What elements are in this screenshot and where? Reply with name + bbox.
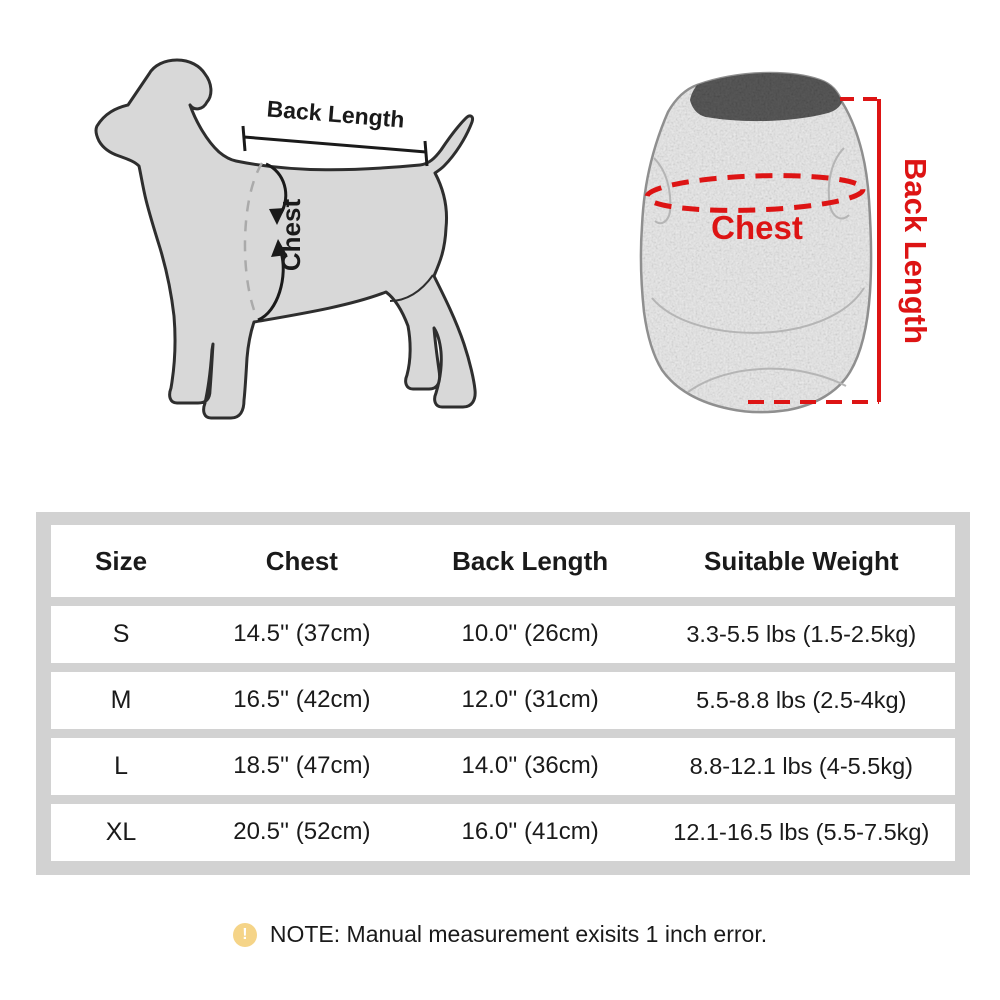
dog-chest-label: Chest [276,198,306,272]
cell-size: L [114,751,128,780]
note-row [0,921,1000,948]
table-row [51,738,955,795]
size-table [36,512,970,875]
cell-chest: 14.5'' (37cm) [233,620,371,648]
measurement-diagrams [0,0,1000,480]
exclamation-icon: ! [233,923,257,947]
cell-size: M [110,685,132,714]
header-suitable-weight: Suitable Weight [704,545,899,576]
cell-back-length: 10.0'' (26cm) [461,620,599,648]
note-text: NOTE: Manual measurement exisits 1 inch error. [269,921,768,947]
cell-chest: 18.5'' (47cm) [233,752,371,780]
size-table-header-row [51,525,955,597]
table-row [51,606,955,663]
cell-back-length: 12.0'' (31cm) [461,686,599,714]
cell-back-length: 16.0'' (41cm) [461,818,599,846]
header-back-length: Back Length [452,545,609,576]
garment-back-length-label: Back Length [898,157,933,345]
cell-size: S [112,619,130,648]
dog-back-length-label: Back Length [265,95,406,133]
cell-back-length: 14.0'' (36cm) [461,752,599,780]
cell-chest: 16.5'' (42cm) [233,686,371,714]
garment-chest-label: Chest [711,209,803,246]
cell-chest: 20.5'' (52cm) [233,818,371,846]
cell-suitable-weight: 3.3-5.5 lbs (1.5-2.5kg) [686,620,917,647]
cell-size: XL [105,817,137,846]
cell-suitable-weight: 5.5-8.8 lbs (2.5-4kg) [696,686,907,713]
table-row [51,804,955,861]
header-chest: Chest [265,545,338,576]
cell-suitable-weight: 12.1-16.5 lbs (5.5-7.5kg) [673,818,930,845]
table-row [51,672,955,729]
header-size: Size [95,545,148,576]
cell-suitable-weight: 8.8-12.1 lbs (4-5.5kg) [689,752,913,779]
